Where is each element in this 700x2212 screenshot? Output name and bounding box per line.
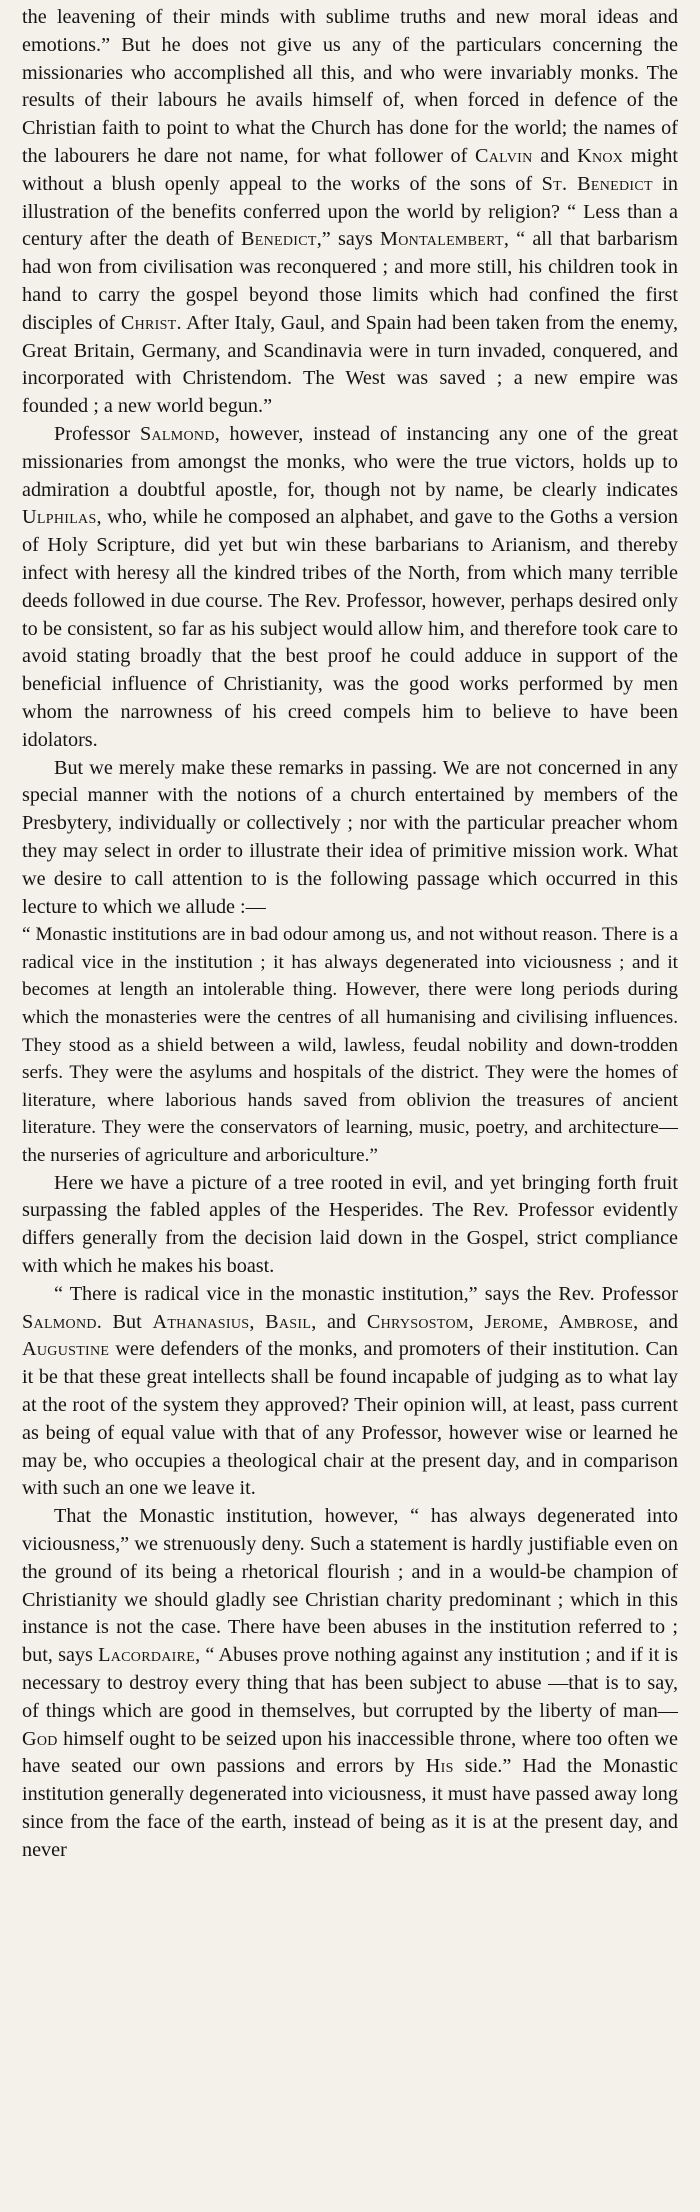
name-calvin: Calvin	[475, 144, 533, 167]
name-salmond-2: Salmond	[22, 1310, 97, 1333]
quotation-lecture: “ Monastic institutions are in bad odour among us, and not without reason. There is a radical vice in the institution ; it has always degenerated into viciousness ; and it becomes at length an intolerable thing. However, there were long periods during which the monasteries were the centres of all humanising and civilising influences. They stood as a shield between a wild, lawless, feudal nobility and down-trodden serfs. They were the asylums and hospitals of the district. They were the homes of literature, where laborious hands saved from oblivion the treasures of ancient literature. They were the conservators of learning, music, poetry, and architecture—the nurseries of agriculture and arboriculture.”	[22, 924, 678, 1167]
paragraph-4: Here we have a picture of a tree rooted in evil, and yet bringing forth fruit surpassing the fabled apples of the Hesperides. The Rev. Professor evidently differs generally from the decision laid down in the Gospel, strict compliance with which he makes his boast.	[22, 1171, 678, 1278]
name-salmond: Salmond	[139, 422, 215, 445]
name-benedict: Benedict	[240, 228, 317, 251]
name-st-benedict: St. Benedict	[541, 172, 653, 195]
name-ulphilas: Ulphilas	[22, 506, 97, 529]
name-jerome: Jerome	[484, 1310, 544, 1333]
name-his: His	[425, 1755, 454, 1778]
paragraph-2: Professor Salmond, however, instead of instancing any one of the great missionaries from amongst the monks, who were the true victors, holds up to admiration a doubtful apostle, for, though not by name, be clearly indicates Ulphilas, who, while he composed an alphabet, and gave to the Goths a version of Holy Scripture, did yet but win these barbarians to Arianism, and thereby infect with heresy all the kindred tribes of the North, from which many terrible deeds followed in due course. The Rev. Professor, however, perhaps desired only to be consistent, so far as his subject would allow him, and therefore took care to avoid stating broadly that the best proof he could adduce in support of the beneficial influence of Christianity, was the good works performed by men whom the narrowness of his creed compels him to believe to have been idolators.	[22, 422, 678, 751]
paragraph-5: “ There is radical vice in the monastic institution,” says the Rev. Professor Salmond. But Athanasius, Basil, and Chrysostom, Jerome, Ambrose, and Augustine were defenders of the monks, and promoters of their institution. Can it be that these great intellects shall be found incapable of judging as to what lay at the root of the system they approved? Their opinion will, at least, pass current as being of equal value with that of any Professor, however wise or learned he may be, who occupies a theological chair at the present day, and in comparison with such an one we leave it.	[22, 1282, 679, 1500]
name-god: God	[22, 1727, 58, 1750]
name-ambrose: Ambrose	[558, 1310, 634, 1333]
name-lacordaire: Lacordaire	[98, 1644, 196, 1667]
name-basil: Basil	[265, 1310, 312, 1333]
name-augustine: Augustine	[22, 1338, 110, 1361]
name-montalembert: Montalembert	[380, 228, 504, 251]
name-knox: Knox	[577, 144, 624, 167]
paragraph-6: That the Monastic institution, however, “ has always degenerated into viciousness,” we strenuously deny. Such a statement is hardly justifiable even on the ground of its being a rhetorical flourish ; and in a would-be champion of Christianity we should gladly see Christian charity predominant ; which in this instance is not the case. There have been abuses in the institution referred to ; but, says Lacordaire, “ Abuses prove nothing against any institution ; and if it is necessary to destroy every thing that has been subject to abuse —that is to say, of things which are good in themselves, but corrupted by the liberty of man—God himself ought to be seized upon his inaccessible throne, where too often we have seated our own passions and errors by His side.” Had the Monastic institution generally degenerated into viciousness, it must have passed away long since from the face of the earth, instead of being as it is at the present day, and never	[22, 1505, 679, 1861]
name-athanasius: Athanasius	[152, 1310, 250, 1333]
newspaper-column	[22, 4, 678, 1865]
name-christ: Christ	[120, 311, 177, 334]
name-chrysostom: Chrysostom	[366, 1310, 469, 1333]
paragraph-1: the leavening of their minds with sublime truths and new moral ideas and emotions.” But he does not give us any of the particulars concerning the missionaries who accomplished all this, and who were invariably monks. The results of their labours he avails himself of, when forced in defence of the Christian faith to point to what the Church has done for the world; the names of the labourers he dare not name, for what follower of Calvin and Knox might without a blush openly appeal to the works of the sons of St. Benedict in illustration of the benefits conferred upon the world by religion? “ Less than a century after the death of Benedict,” says Montalembert, “ all that barbarism had won from civilisation was reconquered ; and more still, his children took in hand to carry the gospel beyond those limits which had confined the first disciples of Christ. After Italy, Gaul, and Spain had been taken from the enemy, Great Britain, Germany, and Scandinavia were in turn invaded, conquered, and incorporated with Christendom. The West was saved ; a new empire was founded ; a new world begun.”	[22, 6, 679, 418]
paragraph-3: But we merely make these remarks in passing. We are not concerned in any special manner with the notions of a church entertained by members of the Presbytery, individually or collectively ; nor with the particular preacher whom they may select in order to illustrate their idea of primitive mission work. What we desire to call attention to is the following passage which occurred in this lecture to which we allude :—	[22, 756, 678, 918]
